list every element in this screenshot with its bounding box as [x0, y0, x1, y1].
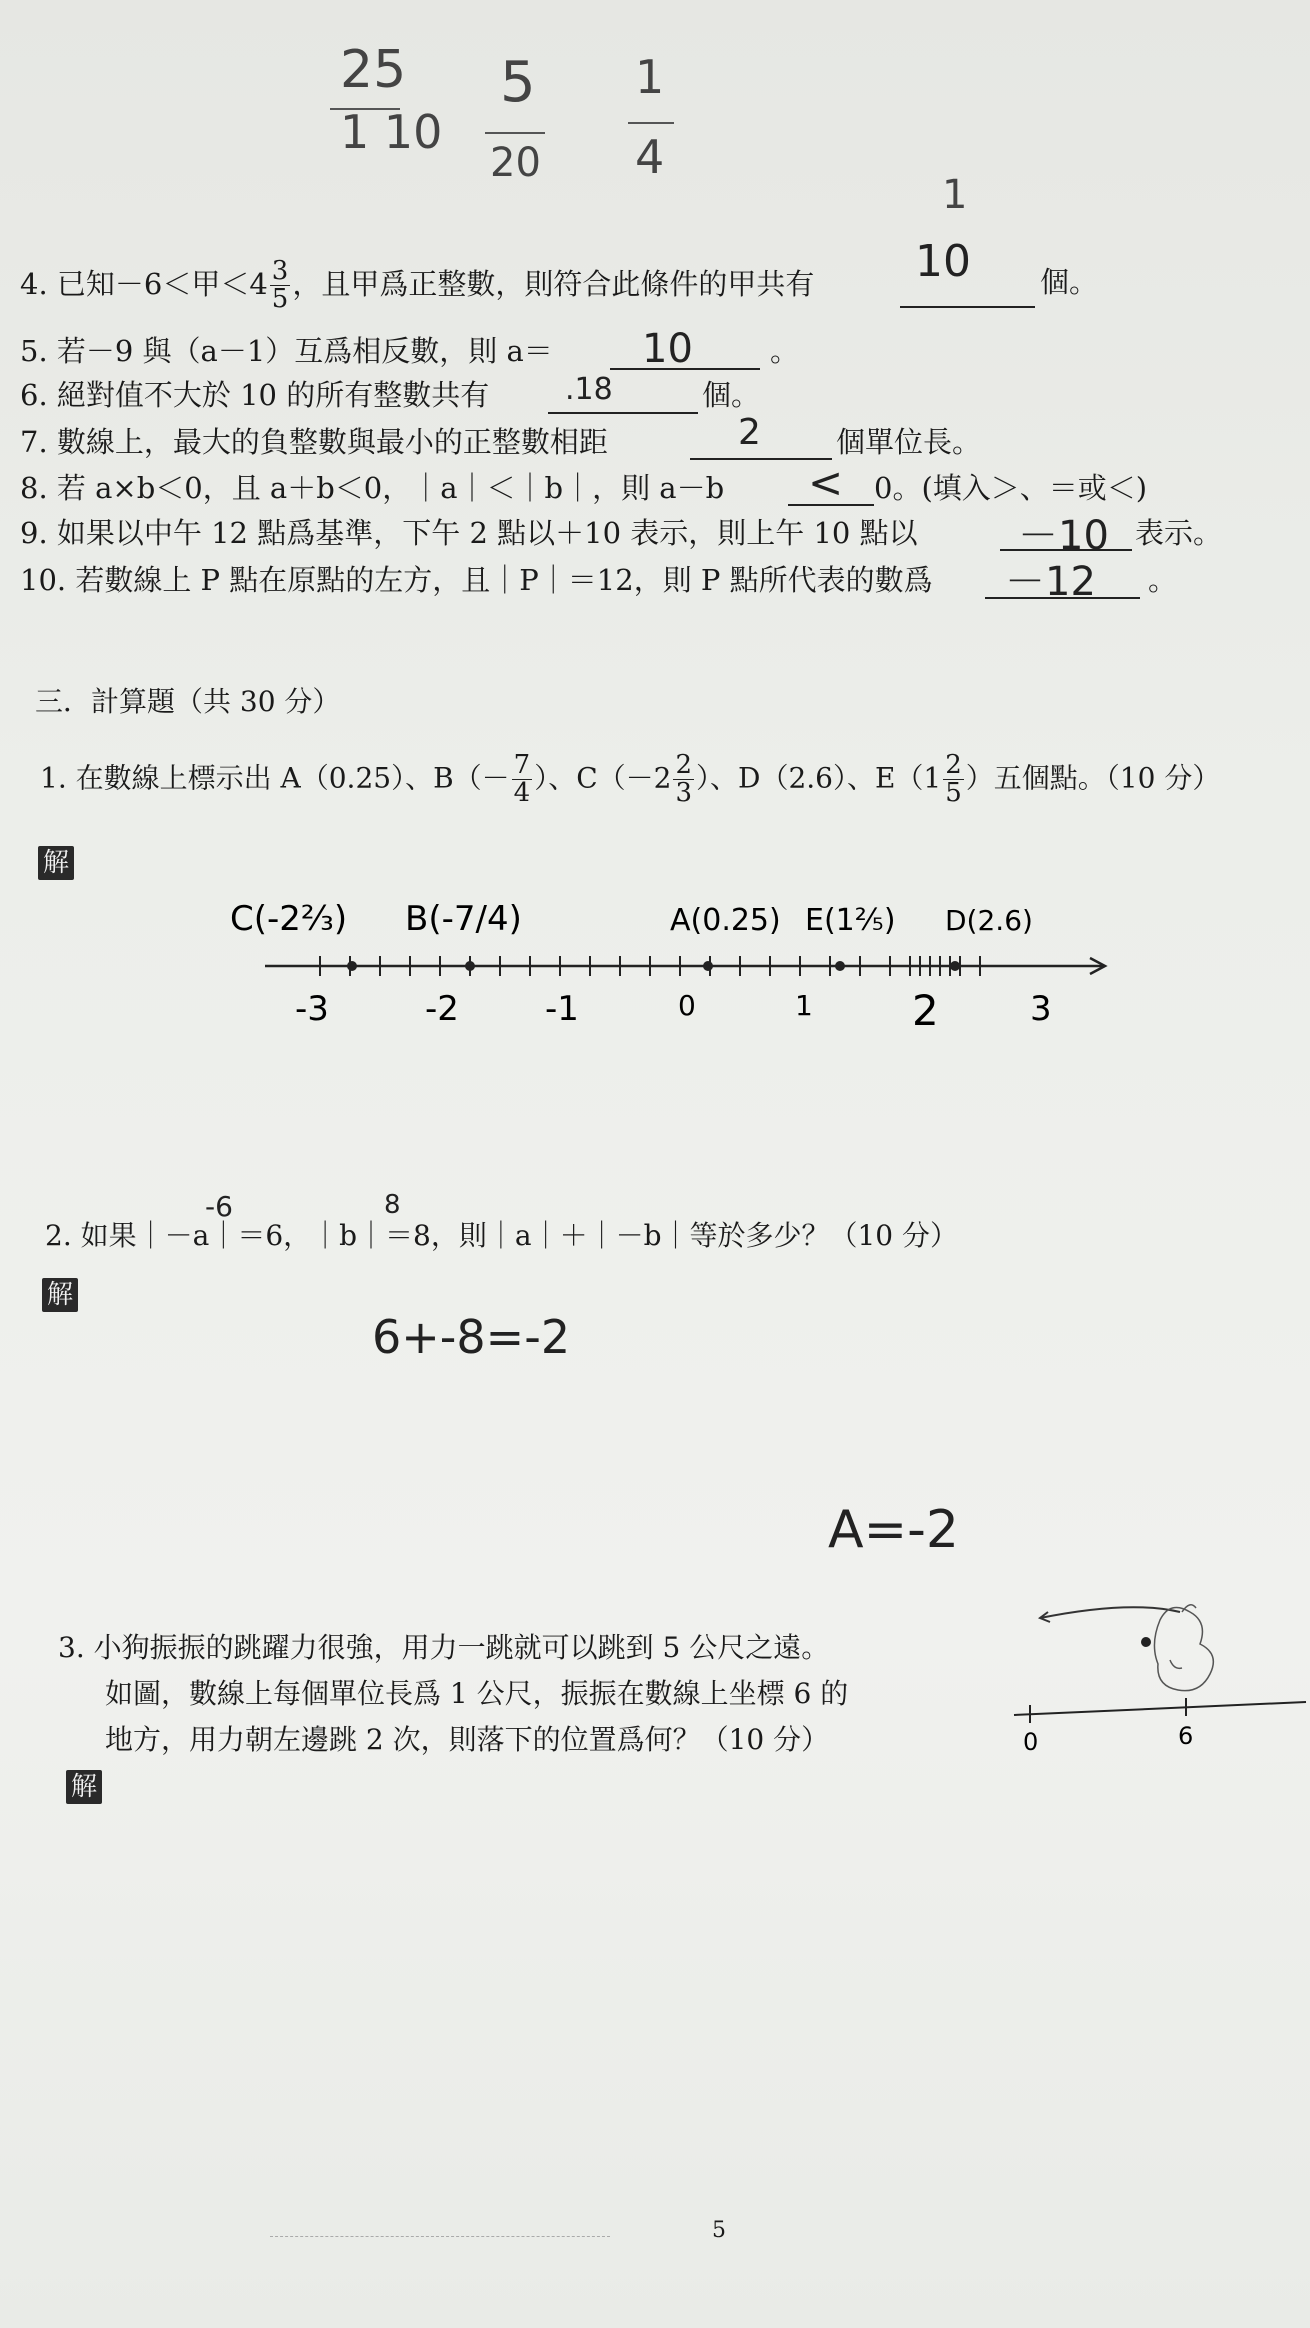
q9-after: 表示。 [1135, 516, 1223, 550]
q8-after: 0。(填入＞、＝或＜) [874, 471, 1148, 505]
section-3-title: 三．計算題（共 30 分） [35, 685, 341, 718]
q5-answer: 10 [642, 326, 693, 372]
nl-tick-2: 2 [912, 986, 939, 1035]
q2-work: 6+-8=-2 [372, 1310, 571, 1364]
fig-tick-6: 6 [1178, 1722, 1194, 1750]
nl-tick-1: 1 [795, 989, 813, 1022]
scribble-a: 25 [340, 40, 407, 100]
scribble-c: 5 [500, 50, 536, 115]
q10-text: 若數線上 P 點在原點的左方，且｜P｜＝12，則 P 點所代表的數爲 [75, 563, 933, 597]
nl-label-a: A(0.25) [670, 903, 781, 938]
nl-label-e: E(1⅖) [805, 903, 896, 938]
dog-icon [1154, 1605, 1213, 1691]
q3-figure [1010, 1590, 1310, 1760]
solution-label-2: 解 [42, 1278, 78, 1312]
question-4 [20, 258, 814, 314]
question-5: 5. 若－9 與（a－1）互爲相反數，則 a＝ [20, 334, 553, 368]
top-scribble [330, 40, 690, 190]
q4-text-post: ，且甲爲正整數，則符合此條件的甲共有 [292, 266, 815, 301]
q7-after: 個單位長。 [836, 425, 982, 459]
q7-answer-blank[interactable] [690, 424, 832, 460]
q5-after: 。 [770, 334, 800, 368]
q2-mark-a: -6 [205, 1190, 233, 1223]
nl-label-b: B(-7/4) [405, 899, 522, 939]
q4-answer: 10 [915, 236, 971, 287]
question-9: 9. 如果以中午 12 點爲基準，下午 2 點以＋10 表示，則上午 10 點以 [20, 516, 918, 550]
nl-label-c: C(-2⅔) [230, 899, 348, 939]
q6-answer: .18 [565, 372, 613, 407]
q4-number: 4. [20, 266, 48, 301]
q6-after: 個。 [702, 378, 761, 412]
fig-tick-0: 0 [1023, 1728, 1039, 1756]
nl-tick-m1: -1 [545, 989, 579, 1029]
q10-after: 。 [1148, 563, 1178, 597]
nl-tick-0: 0 [678, 989, 696, 1022]
q7-text: 數線上，最大的負整數與最小的正整數相距 [56, 425, 608, 459]
section3-question-2: 2. 如果｜－a｜＝6，｜b｜＝8，則｜a｜＋｜－b｜等於多少？（10 分） [45, 1219, 959, 1252]
page-number: 5 [712, 2218, 726, 2243]
q7-answer: 2 [738, 412, 761, 453]
scribble-d: 20 [490, 140, 541, 186]
q9-text: 如果以中午 12 點爲基準，下午 2 點以＋10 表示，則上午 10 點以 [56, 516, 918, 550]
footer-rule [270, 2236, 610, 2237]
nl-tick-m2: -2 [425, 989, 459, 1029]
nl-tick-m3: -3 [295, 989, 329, 1029]
section3-question-3: 3. 小狗振振的跳躍力很強，用力一跳就可以跳到 5 公尺之遠。 如圖，數線上每個單位長爲 1 公尺，振振在數線上坐標 6 的 地方，用力朝左邊跳 2 次，則落下的位置爲何？（10 分） [58, 1631, 849, 1756]
q8-answer: < [808, 458, 844, 507]
q4-answer-mark: 1 [942, 172, 968, 218]
q9-answer: －10 [1018, 513, 1109, 559]
question-7: 7. 數線上，最大的負整數與最小的正整數相距 [20, 425, 608, 459]
scribble-b: 1 10 [340, 105, 443, 159]
q4-fraction: $\frac{3}{5}$ [271, 256, 289, 315]
q2-mark-b: 8 [384, 1190, 401, 1220]
question-6: 6. 絕對值不大於 10 的所有整數共有 [20, 378, 490, 412]
solution-label-3: 解 [66, 1770, 102, 1804]
nl-tick-3: 3 [1030, 989, 1052, 1029]
q10-answer: －12 [1005, 559, 1096, 605]
q8-text: 若 a×b＜0，且 a＋b＜0，｜a｜＜｜b｜，則 a－b [56, 471, 725, 505]
q6-text: 絕對值不大於 10 的所有整數共有 [56, 378, 490, 412]
q4-after: 個。 [1040, 265, 1099, 299]
q1-number-line [200, 880, 1120, 1040]
scribble-e: 1 [635, 50, 665, 104]
section3-question-1: 1. 在數線上標示出 A（0.25）、B（－ $\frac{7}{4}$ ）、C（－2 $\frac{2}{3}$ ）、D（2.6）、E（1 $\frac{2}{5}$ ）五個點。（10 分） [40, 750, 1221, 809]
q5-text: 若－9 與（a－1）互爲相反數，則 a＝ [56, 334, 553, 368]
nl-label-d: D(2.6) [945, 904, 1033, 937]
question-8: 8. 若 a×b＜0，且 a＋b＜0，｜a｜＜｜b｜，則 a－b [20, 471, 725, 505]
scribble-f: 4 [635, 130, 665, 184]
q2-final-answer: A=-2 [828, 1500, 959, 1560]
question-10: 10. 若數線上 P 點在原點的左方，且｜P｜＝12，則 P 點所代表的數爲 [20, 563, 933, 597]
solution-label-1: 解 [38, 846, 74, 880]
q4-text-pre: 已知－6＜甲＜4 [56, 266, 268, 301]
